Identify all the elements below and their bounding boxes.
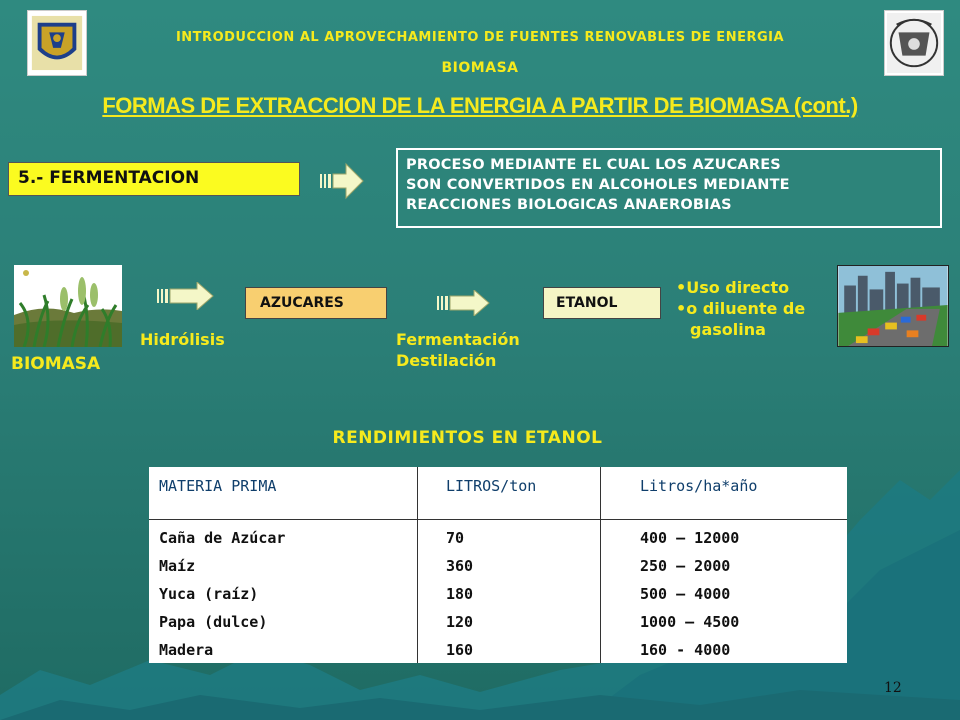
ethanol-yield-table bbox=[149, 467, 847, 663]
slide-title: FORMAS DE EXTRACCION DE LA ENERGIA A PARTIR DE BIOMASA (cont.) bbox=[102, 93, 858, 118]
table-cell: 1000 – 4500 bbox=[640, 613, 740, 631]
table-header: LITROS/ton bbox=[446, 477, 537, 495]
table-cell: 160 - 4000 bbox=[640, 641, 731, 659]
table-header: Litros/ha*año bbox=[640, 477, 758, 495]
biomass-label: BIOMASA bbox=[11, 354, 101, 374]
table-title: RENDIMIENTOS EN ETANOL bbox=[332, 428, 603, 448]
use-item: gasolina bbox=[690, 320, 766, 339]
column-divider bbox=[600, 467, 601, 663]
right-arrow-icon bbox=[157, 282, 214, 310]
table-cell: Yuca (raíz) bbox=[159, 585, 259, 603]
table-cell: Papa (dulce) bbox=[159, 613, 268, 631]
table-cell: 400 – 12000 bbox=[640, 529, 740, 547]
hydrolysis-label: Hidrólisis bbox=[140, 330, 225, 349]
table-cell: 120 bbox=[446, 613, 474, 631]
step-label-box: 5.- FERMENTACION bbox=[8, 162, 300, 196]
table-cell: Maíz bbox=[159, 557, 196, 575]
table-cell: 70 bbox=[446, 529, 465, 547]
city-traffic-image bbox=[837, 265, 949, 347]
distillation-label: Destilación bbox=[396, 351, 497, 370]
header-rule bbox=[149, 519, 847, 520]
use-item: •o diluente de bbox=[676, 299, 806, 318]
right-arrow-icon bbox=[437, 290, 490, 316]
table-cell: 360 bbox=[446, 557, 474, 575]
sugars-box: AZUCARES bbox=[245, 287, 387, 319]
definition-line: REACCIONES BIOLOGICAS ANAEROBIAS bbox=[406, 197, 732, 213]
table-header: MATERIA PRIMA bbox=[159, 477, 277, 495]
definition-line: PROCESO MEDIANTE EL CUAL LOS AZUCARES bbox=[406, 157, 781, 173]
table-cell: 250 – 2000 bbox=[640, 557, 731, 575]
table-cell: 500 – 4000 bbox=[640, 585, 731, 603]
ethanol-box: ETANOL bbox=[543, 287, 661, 319]
topic-title: BIOMASA bbox=[441, 60, 519, 76]
fermentation-label: Fermentación bbox=[396, 330, 520, 349]
definition-line: SON CONVERTIDOS EN ALCOHOLES MEDIANTE bbox=[406, 177, 790, 193]
fermentation-distillation-label bbox=[396, 329, 520, 371]
column-divider bbox=[417, 467, 418, 663]
page-number: 12 bbox=[884, 680, 902, 696]
biomass-plants-image bbox=[14, 265, 122, 347]
table-cell: 180 bbox=[446, 585, 474, 603]
table-cell: Caña de Azúcar bbox=[159, 529, 286, 547]
table-cell: 160 bbox=[446, 641, 474, 659]
right-arrow-icon bbox=[320, 162, 364, 200]
definition-box bbox=[396, 148, 942, 228]
table-cell: Madera bbox=[159, 641, 214, 659]
ingenieria-faculty-logo bbox=[884, 10, 944, 76]
ethanol-uses-list bbox=[676, 277, 805, 340]
use-item: •Uso directo bbox=[676, 278, 790, 297]
course-title: INTRODUCCION AL APROVECHAMIENTO DE FUENTES RENOVABLES DE ENERGIA bbox=[175, 30, 785, 45]
